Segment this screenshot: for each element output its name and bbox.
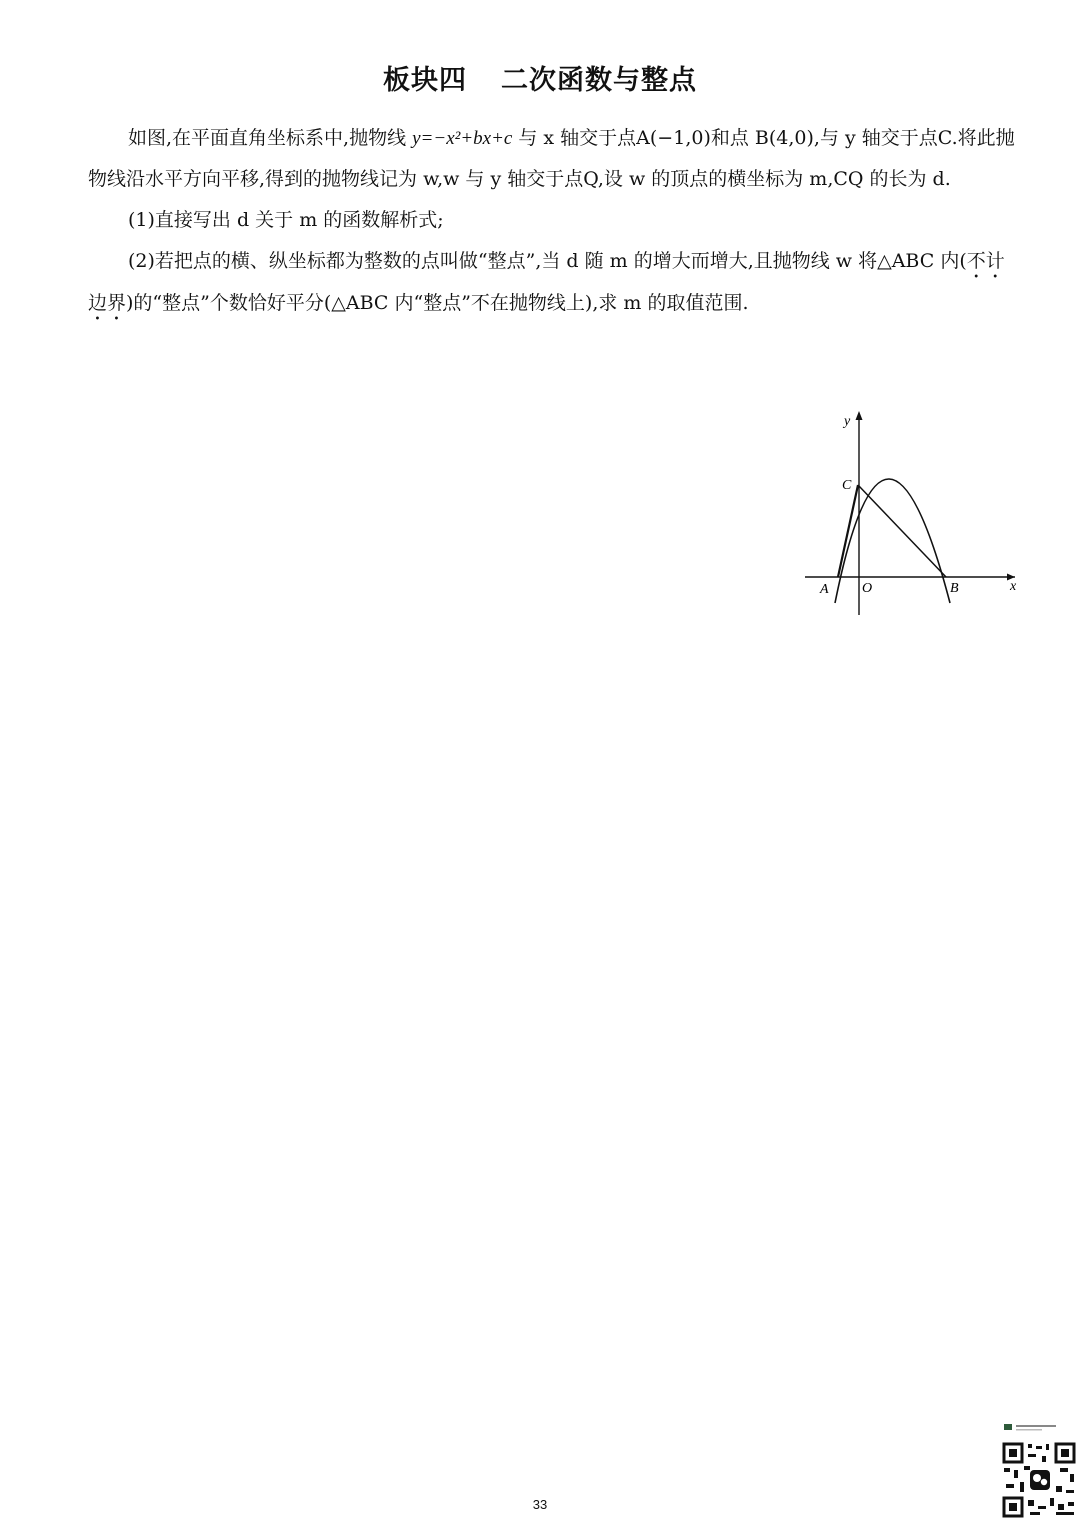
parabola-figure: [800, 405, 1030, 620]
question-1: (1)直接写出 d 关于 m 的函数解析式;: [128, 209, 444, 231]
page-number: 33: [532, 1497, 548, 1512]
question-2-part-b: )的“整点”个数恰好平分(△ABC 内“整点”不在抛物线上),求 m 的取值范围.: [126, 292, 749, 314]
point-b-label: B: [950, 581, 959, 596]
emphasized-not-boundary: 不计边界: [88, 250, 1005, 314]
intro-part-1: 如图,在平面直角坐标系中,抛物线: [128, 127, 413, 149]
y-axis-arrow-icon: [856, 411, 863, 420]
title-part-2: 二次函数与整点: [501, 65, 697, 96]
question-2: [88, 241, 1018, 325]
problem-intro: [88, 118, 1018, 200]
parabola-equation: y=−x²+bx+c: [412, 128, 513, 149]
problem-text: [88, 118, 1018, 325]
qr-code-icon: [1000, 1418, 1078, 1520]
parabola-curve: [835, 479, 950, 603]
point-a-label: A: [820, 582, 829, 597]
x-axis-label: x: [1010, 579, 1017, 594]
y-axis-label: y: [844, 414, 851, 429]
title-part-1: 板块四: [383, 65, 467, 96]
point-c-label: C: [842, 478, 852, 493]
question-2-part-a: (2)若把点的横、纵坐标都为整数的点叫做“整点”,当 d 随 m 的增大而增大,且抛物线 w 将△ABC 内(: [128, 250, 967, 272]
intro-part-2: 与 x 轴交于点A(−1,0)和点 B(4,0),与 y 轴交于点C.将此抛物线沿水平方向平移,得到的抛物线记为 w,w 与 y 轴交于点Q,设 w 的顶点的横坐标为 m,CQ 的长为 d.: [88, 127, 1015, 190]
segment-cb: [858, 485, 946, 577]
point-o-label: O: [862, 581, 873, 596]
segment-ac: [838, 485, 858, 577]
page-title: [0, 58, 1080, 97]
